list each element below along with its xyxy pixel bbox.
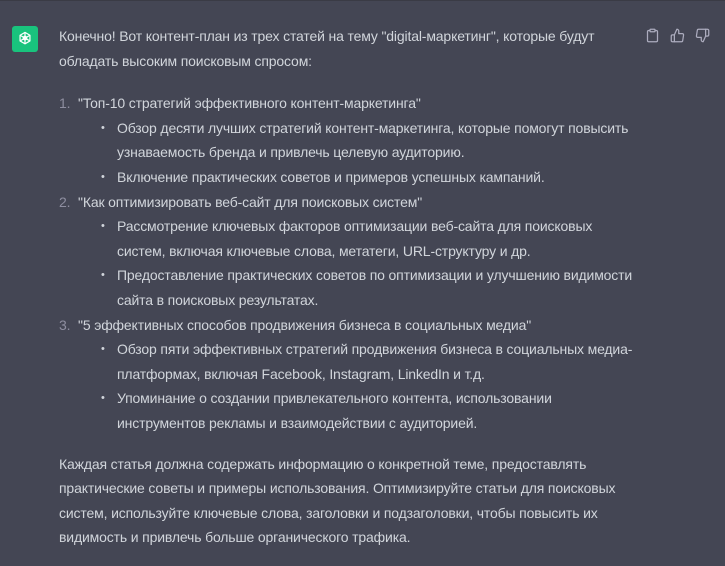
article-points — [78, 337, 639, 435]
list-item: • Упоминание о создании привлекательного контента, использовании инструментов рекламы и взаимодействии с аудиторией. — [98, 386, 639, 435]
list-item: • Обзор пяти эффективных стратегий продвижения бизнеса в социальных медиа-платформах, включая Facebook, Instagram, LinkedIn и т.д. — [98, 337, 639, 386]
list-item: • Включение практических советов и примеров успешных кампаний. — [98, 165, 639, 190]
list-number: 1. — [59, 95, 71, 112]
list-number: 2. — [59, 193, 71, 210]
conclusion-paragraph: Каждая статья должна содержать информацию о конкретной теме, предоставлять практические советы и примеры использования. Оптимизируйте статьи для поисковых систем, используйте ключевые слова, заголовки и подзаголовки, чтобы повысить их видимость и привлечь больше органического трафика. — [59, 455, 616, 546]
article-item — [59, 313, 639, 436]
article-item — [59, 91, 639, 189]
message-actions — [644, 27, 711, 44]
openai-logo-icon — [12, 26, 38, 52]
list-number: 3. — [59, 316, 71, 333]
article-points — [78, 214, 639, 312]
article-title: "5 эффективных способов продвижения бизнеса в социальных медиа" — [78, 316, 532, 333]
message-content — [59, 24, 639, 550]
list-item: • Обзор десяти лучших стратегий контент-маркетинга, которые помогут повысить узнаваемость бренда и привлечь целевую аудиторию. — [98, 116, 639, 165]
intro-paragraph: Конечно! Вот контент-план из трех статей на тему "digital-маркетинг", которые будут обладать высоким поисковым спросом: — [59, 28, 595, 69]
article-title: "Как оптимизировать веб-сайт для поисковых систем" — [78, 193, 423, 210]
list-item: • Предоставление практических советов по оптимизации и улучшению видимости сайта в поисковых результатах. — [98, 263, 639, 312]
article-title: "Топ-10 стратегий эффективного контент-маркетинга" — [78, 95, 421, 112]
article-list — [59, 91, 639, 435]
list-item: • Рассмотрение ключевых факторов оптимизации веб-сайта для поисковых систем, включая ключевые слова, метатеги, URL-структуру и др. — [98, 214, 639, 263]
thumbs-up-icon[interactable] — [669, 27, 686, 44]
copy-icon[interactable] — [644, 27, 661, 44]
thumbs-down-icon[interactable] — [694, 27, 711, 44]
article-item — [59, 190, 639, 313]
article-points — [78, 116, 639, 190]
